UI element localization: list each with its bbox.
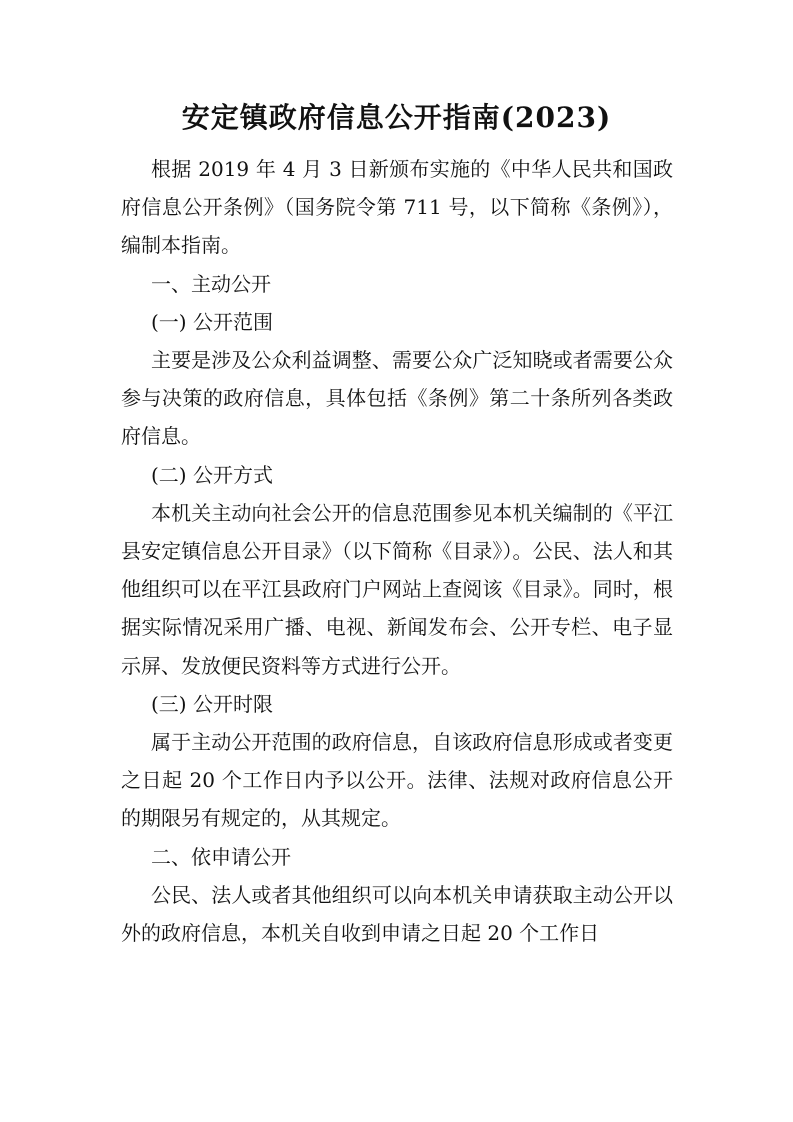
document-title: 安定镇政府信息公开指南(2023) [181,101,612,134]
paragraph-timeframe: 属于主动公开范围的政府信息，自该政府信息形成或者变更之日起 20 个工作日内予以公开。法律、法规对政府信息公开的期限另有规定的，从其规定。 [121,730,673,831]
paragraph-intro: 根据 2019 年 4 月 3 日新颁布实施的《中华人民共和国政府信息公开条例》（国务院令第 711 号，以下简称《条例》），编制本指南。 [121,157,673,258]
paragraph-scope: 主要是涉及公众利益调整、需要公众广泛知晓或者需要公众参与决策的政府信息，具体包括《条例》第二十条所列各类政府信息。 [121,348,673,449]
paragraph-request: 公民、法人或者其他组织可以向本机关申请获取主动公开以外的政府信息，本机关自收到申请之日起 20 个工作日 [121,882,673,946]
section-heading-request-disclosure: 二、依申请公开 [151,844,291,869]
subsection-heading-timeframe: (三) 公开时限 [151,691,273,716]
section-heading-active-disclosure: 一、主动公开 [151,271,271,296]
subsection-heading-scope: (一) 公开范围 [151,309,273,334]
document-body [121,150,673,952]
subsection-heading-method: (二) 公开方式 [151,462,273,487]
paragraph-method: 本机关主动向社会公开的信息范围参见本机关编制的《平江县安定镇信息公开目录》（以下简称《目录》）。公民、法人和其他组织可以在平江县政府门户网站上查阅该《目录》。同时，根据实际情况采用广播、电视、新闻发布会、公开专栏、电子显示屏、发放便民资料等方式进行公开。 [121,500,673,678]
